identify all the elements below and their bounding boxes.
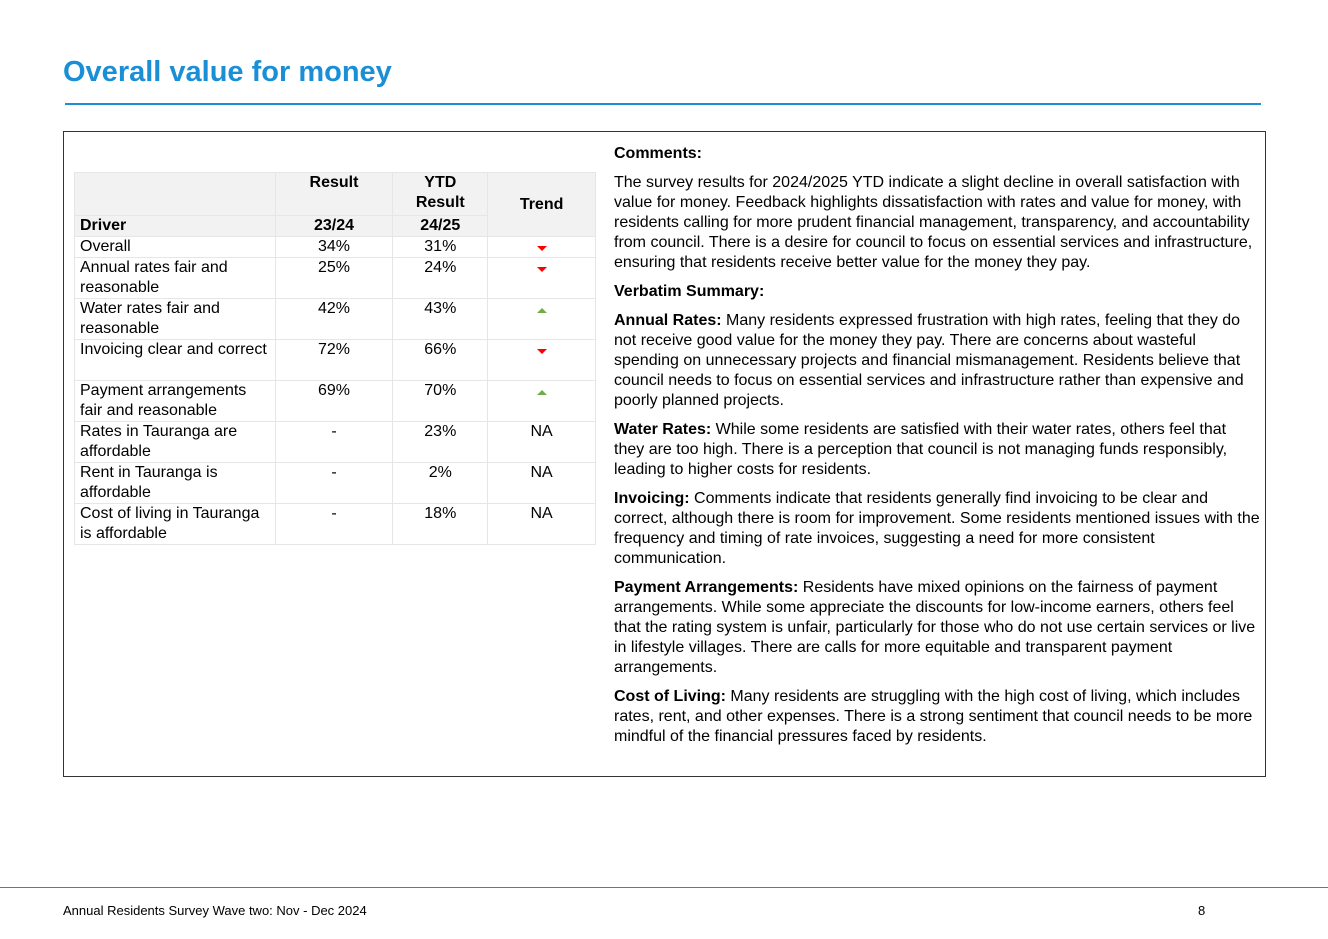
driver-cell: Cost of living in Tauranga is affordable	[75, 504, 276, 545]
section-label: Invoicing:	[614, 490, 690, 507]
page-title: Overall value for money	[63, 56, 392, 88]
ytd-cell: 24%	[393, 258, 488, 299]
driver-cell: Rent in Tauranga is affordable	[75, 463, 276, 504]
trend-down-icon	[537, 246, 547, 251]
table-row	[75, 504, 596, 545]
trend-cell	[488, 340, 596, 381]
verbatim-heading: Verbatim Summary:	[614, 283, 765, 300]
result-cell: -	[275, 504, 393, 545]
trend-cell: NA	[488, 504, 596, 545]
driver-cell: Invoicing clear and correct	[75, 340, 276, 381]
driver-cell: Payment arrangements fair and reasonable	[75, 381, 276, 422]
header-ytd-result: YTD Result	[393, 173, 488, 216]
verbatim-water-rates	[614, 420, 1260, 480]
table-row	[75, 463, 596, 504]
driver-cell: Annual rates fair and reasonable	[75, 258, 276, 299]
comments-heading: Comments:	[614, 145, 703, 162]
section-label: Payment Arrangements:	[614, 579, 799, 596]
driver-cell: Rates in Tauranga are affordable	[75, 422, 276, 463]
section-label: Cost of Living:	[614, 688, 726, 705]
result-cell: 72%	[275, 340, 393, 381]
table-row	[75, 299, 596, 340]
content-panel	[63, 131, 1266, 777]
trend-cell	[488, 258, 596, 299]
result-cell: -	[275, 463, 393, 504]
header-result-period: 23/24	[275, 216, 393, 237]
ytd-cell: 2%	[393, 463, 488, 504]
comments-section	[614, 144, 1260, 756]
table-row	[75, 340, 596, 381]
footer-divider	[0, 887, 1328, 888]
result-cell: 34%	[275, 237, 393, 258]
ytd-cell: 31%	[393, 237, 488, 258]
trend-up-icon	[537, 308, 547, 313]
header-ytd-period: 24/25	[393, 216, 488, 237]
ytd-cell: 23%	[393, 422, 488, 463]
verbatim-invoicing	[614, 489, 1260, 569]
comments-intro: The survey results for 2024/2025 YTD indicate a slight decline in overall satisfaction with value for money. Feedback highlights dissatisfaction with rates and value for money, with residents calling for more prudent financial management, transparency, and accountability from council. There is a desire for council to focus on essential services and infrastructure, ensuring that residents receive better value for the money they pay.	[614, 174, 1253, 271]
verbatim-cost-of-living	[614, 687, 1260, 747]
table-header-row	[75, 173, 596, 216]
title-divider	[65, 103, 1261, 105]
section-label: Annual Rates:	[614, 312, 722, 329]
table-row	[75, 237, 596, 258]
table-row	[75, 422, 596, 463]
header-blank	[75, 173, 276, 216]
section-text: Many residents are struggling with the high cost of living, which includes rates, rent, and other expenses. There is a strong sentiment that council needs to be more mindful of the financial pressures faced by residents.	[614, 688, 1253, 745]
table-row	[75, 381, 596, 422]
trend-cell	[488, 381, 596, 422]
trend-cell	[488, 237, 596, 258]
section-label: Water Rates:	[614, 421, 712, 438]
header-result: Result	[275, 173, 393, 216]
section-text: While some residents are satisfied with their water rates, others feel that they are too high. There is a perception that council is not managing funds responsibly, leading to higher costs for residents.	[614, 421, 1228, 478]
verbatim-annual-rates	[614, 311, 1260, 411]
footer-text: Annual Residents Survey Wave two: Nov - Dec 2024	[63, 903, 367, 918]
section-text: Many residents expressed frustration with high rates, feeling that they do not receive good value for the money they pay. There are concerns about wasteful spending on unnecessary projects and financial mismanagement. Residents believe that council needs to focus on essential services and infrastructure rather than expensive and poorly planned projects.	[614, 312, 1244, 409]
trend-up-icon	[537, 390, 547, 395]
verbatim-payment-arrangements	[614, 578, 1260, 678]
driver-cell: Overall	[75, 237, 276, 258]
header-trend: Trend	[488, 173, 596, 237]
trend-cell: NA	[488, 463, 596, 504]
result-cell: 42%	[275, 299, 393, 340]
header-driver: Driver	[75, 216, 276, 237]
ytd-cell: 66%	[393, 340, 488, 381]
trend-down-icon	[537, 267, 547, 272]
trend-down-icon	[537, 349, 547, 354]
drivers-table	[74, 172, 596, 545]
ytd-cell: 70%	[393, 381, 488, 422]
result-cell: 69%	[275, 381, 393, 422]
section-text: Comments indicate that residents generally find invoicing to be clear and correct, although there is room for improvement. Some residents mentioned issues with the frequency and timing of rate invoices, suggesting a need for more consistent communication.	[614, 490, 1260, 567]
ytd-cell: 18%	[393, 504, 488, 545]
table-row	[75, 258, 596, 299]
driver-cell: Water rates fair and reasonable	[75, 299, 276, 340]
result-cell: -	[275, 422, 393, 463]
page-number: 8	[1198, 903, 1206, 918]
ytd-cell: 43%	[393, 299, 488, 340]
trend-cell	[488, 299, 596, 340]
trend-cell: NA	[488, 422, 596, 463]
result-cell: 25%	[275, 258, 393, 299]
section-text: Residents have mixed opinions on the fairness of payment arrangements. While some appreciate the discounts for low-income earners, others feel that the rating system is unfair, particularly for those who do not use certain services or live in lifestyle villages. There are calls for more equitable and transparent payment arrangements.	[614, 579, 1256, 676]
